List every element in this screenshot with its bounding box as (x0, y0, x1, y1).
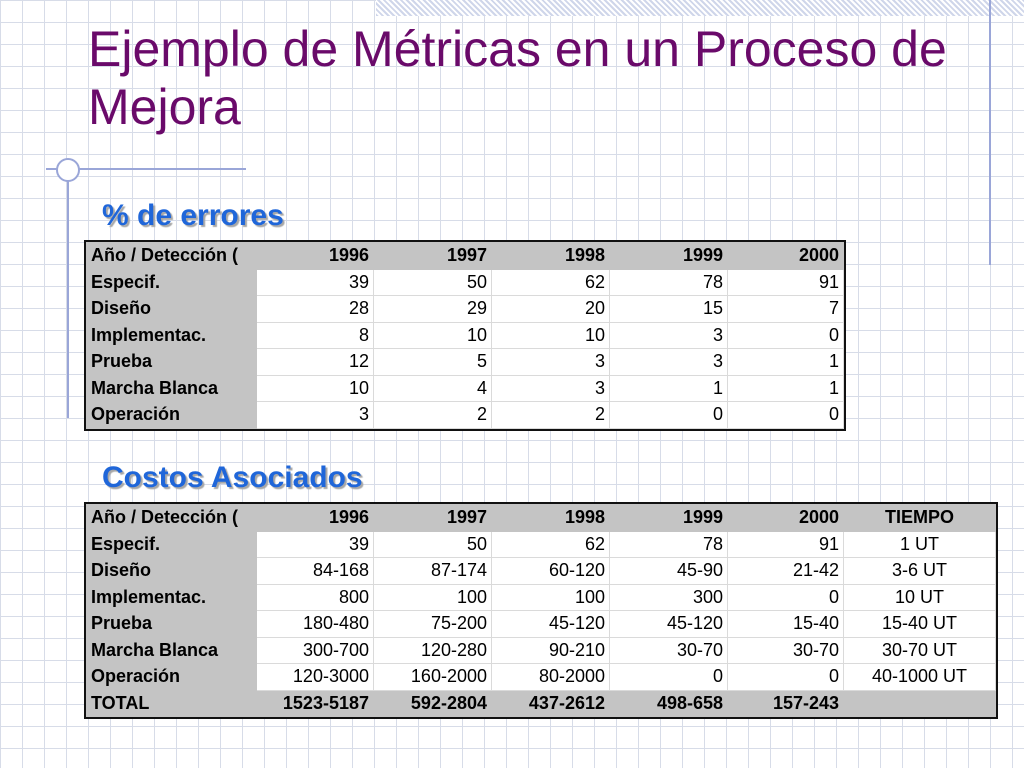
header-cell: TIEMPO (844, 505, 996, 532)
table-cell: 62 (492, 531, 610, 558)
table-cell: 0 (610, 664, 728, 691)
table-header-row (87, 505, 996, 532)
row-label: Implementac. (87, 322, 257, 349)
errors-table (86, 242, 844, 429)
table-cell: 592-2804 (374, 690, 492, 717)
row-label: Especif. (87, 269, 257, 296)
table-row (87, 584, 996, 611)
table-cell: 30-70 (728, 637, 844, 664)
table-cell: 8 (257, 322, 374, 349)
table-cell: 3 (492, 375, 610, 402)
table-cell: 39 (257, 269, 374, 296)
row-label: Diseño (87, 296, 257, 323)
table-cell: 3 (492, 349, 610, 376)
table-cell: 1 UT (844, 531, 996, 558)
table-row (87, 637, 996, 664)
row-label: Diseño (87, 558, 257, 585)
table-cell: 10 (492, 322, 610, 349)
header-cell: 1999 (610, 505, 728, 532)
header-cell: 2000 (728, 505, 844, 532)
table-row (87, 611, 996, 638)
table-cell: 2 (374, 402, 492, 429)
table-cell: 12 (257, 349, 374, 376)
table-cell: 120-280 (374, 637, 492, 664)
table-cell: 800 (257, 584, 374, 611)
table-cell: 300 (610, 584, 728, 611)
table-cell: 3 (257, 402, 374, 429)
table-cell: 0 (728, 664, 844, 691)
row-label: Marcha Blanca (87, 375, 257, 402)
table-cell: 50 (374, 531, 492, 558)
table-cell: 3 (610, 322, 728, 349)
table-cell: 120-3000 (257, 664, 374, 691)
table-header-row (87, 243, 844, 270)
costs-table (86, 504, 996, 717)
table-cell: 180-480 (257, 611, 374, 638)
table-row (87, 558, 996, 585)
table-cell: 100 (374, 584, 492, 611)
decorative-ring-icon (56, 158, 80, 182)
table-cell: 87-174 (374, 558, 492, 585)
table-cell: 91 (728, 269, 844, 296)
table-cell: 0 (728, 584, 844, 611)
table-cell: 62 (492, 269, 610, 296)
table-row (87, 664, 996, 691)
table-cell: 21-42 (728, 558, 844, 585)
table-cell: 40-1000 UT (844, 664, 996, 691)
table-total-row (87, 690, 996, 717)
table-cell: 91 (728, 531, 844, 558)
table-cell: 0 (610, 402, 728, 429)
table-cell: 1 (728, 375, 844, 402)
table-row (87, 402, 844, 429)
row-label: Prueba (87, 349, 257, 376)
table-cell: 1523-5187 (257, 690, 374, 717)
header-cell: 1997 (374, 505, 492, 532)
row-label: Especif. (87, 531, 257, 558)
table-cell: 3 (610, 349, 728, 376)
decorative-vertical-line (67, 160, 69, 418)
table-cell: 100 (492, 584, 610, 611)
costs-heading: Costos Asociados (102, 461, 363, 494)
header-cell: 1998 (492, 243, 610, 270)
table-cell: 78 (610, 269, 728, 296)
table-cell: 20 (492, 296, 610, 323)
header-cell: 1997 (374, 243, 492, 270)
table-cell: 39 (257, 531, 374, 558)
table-cell: 15-40 (728, 611, 844, 638)
table-row (87, 322, 844, 349)
row-label: Operación (87, 664, 257, 691)
table-cell: 1 (610, 375, 728, 402)
table-cell: 10 (257, 375, 374, 402)
table-cell: 80-2000 (492, 664, 610, 691)
header-cell: 1998 (492, 505, 610, 532)
table-cell: 15-40 UT (844, 611, 996, 638)
table-cell: 10 UT (844, 584, 996, 611)
errors-heading: % de errores (102, 199, 284, 232)
table-cell: 10 (374, 322, 492, 349)
table-cell: 30-70 (610, 637, 728, 664)
table-cell: 30-70 UT (844, 637, 996, 664)
table-cell: 3-6 UT (844, 558, 996, 585)
table-cell: 90-210 (492, 637, 610, 664)
row-label: Implementac. (87, 584, 257, 611)
table-cell: 300-700 (257, 637, 374, 664)
table-cell: 78 (610, 531, 728, 558)
table-cell: 498-658 (610, 690, 728, 717)
table-cell: 50 (374, 269, 492, 296)
table-cell: 160-2000 (374, 664, 492, 691)
table-cell: 45-120 (610, 611, 728, 638)
table-cell (844, 690, 996, 717)
table-cell: 0 (728, 402, 844, 429)
row-label: Marcha Blanca (87, 637, 257, 664)
table-row (87, 531, 996, 558)
header-cell: 1996 (257, 243, 374, 270)
table-cell: 0 (728, 322, 844, 349)
row-label: Operación (87, 402, 257, 429)
table-cell: 5 (374, 349, 492, 376)
table-row (87, 349, 844, 376)
header-cell: 1999 (610, 243, 728, 270)
table-cell: 84-168 (257, 558, 374, 585)
table-cell: 75-200 (374, 611, 492, 638)
table-cell: 7 (728, 296, 844, 323)
table-cell: 45-120 (492, 611, 610, 638)
table-cell: 437-2612 (492, 690, 610, 717)
decorative-top-band (376, 0, 1024, 16)
header-cell: 1996 (257, 505, 374, 532)
table-cell: 4 (374, 375, 492, 402)
table-row (87, 296, 844, 323)
header-cell: Año / Detección ( (87, 505, 257, 532)
table-cell: 1 (728, 349, 844, 376)
table-cell: 29 (374, 296, 492, 323)
table-cell: 45-90 (610, 558, 728, 585)
table-row (87, 269, 844, 296)
table-cell: 157-243 (728, 690, 844, 717)
header-cell: Año / Detección ( (87, 243, 257, 270)
header-cell: 2000 (728, 243, 844, 270)
table-cell: 2 (492, 402, 610, 429)
table-cell: 15 (610, 296, 728, 323)
table-cell: 28 (257, 296, 374, 323)
row-label: TOTAL (87, 690, 257, 717)
slide-title: Ejemplo de Métricas en un Proceso de Mejora (88, 21, 947, 135)
table-cell: 60-120 (492, 558, 610, 585)
row-label: Prueba (87, 611, 257, 638)
table-row (87, 375, 844, 402)
